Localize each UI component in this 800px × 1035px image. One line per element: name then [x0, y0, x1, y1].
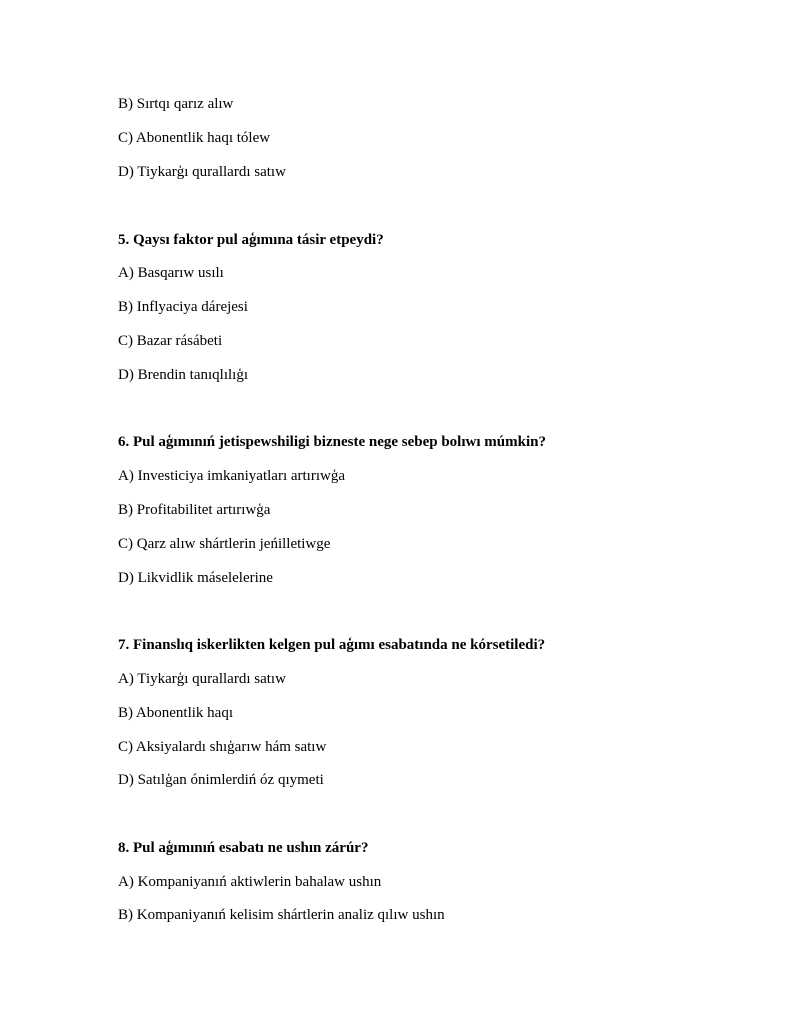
q6-option-d: D) Likvidlik máselelerine [118, 570, 273, 586]
q5-title: 5. Qaysı faktor pul aģımına tásir etpeydi? [118, 232, 384, 248]
q5-option-b: B) Inflyaciya dárejesi [118, 299, 248, 315]
q7-option-b: B) Abonentlik haqı [118, 705, 233, 721]
q6-option-b: B) Profitabilitet artırıwģa [118, 502, 271, 518]
q6-option-a: A) Investiciya imkaniyatları artırıwģa [118, 468, 345, 484]
q5-option-c: C) Bazar rásábeti [118, 333, 223, 349]
q5-option-d: D) Brendin tanıqlılıģı [118, 367, 248, 383]
q8-option-b: B) Kompaniyanıń kelisim shártlerin analiz qılıw ushın [118, 907, 445, 923]
q5-option-a: A) Basqarıw usılı [118, 265, 224, 281]
q8-title: 8. Pul aģımınıń esabatı ne ushın zárúr? [118, 840, 369, 856]
q6-option-c: C) Qarz alıw shártlerin jeńilletiwge [118, 536, 331, 552]
q6-title: 6. Pul aģımınıń jetispewshiligi bizneste nege sebep bolıwı múmkin? [118, 434, 546, 450]
q7-title: 7. Finanslıq iskerlikten kelgen pul aģımı esabatında ne kórsetiledi? [118, 637, 546, 653]
q7-option-d: D) Satılģan ónimlerdiń óz qıymeti [118, 772, 324, 788]
q4-option-c: C) Abonentlik haqı tólew [118, 130, 271, 146]
q4-option-b: B) Sırtqı qarız alıw [118, 96, 234, 112]
q4-option-d: D) Tiykarģı qurallardı satıw [118, 164, 286, 180]
q7-option-c: C) Aksiyalardı shıģarıw hám satıw [118, 739, 327, 755]
q7-option-a: A) Tiykarģı qurallardı satıw [118, 671, 286, 687]
q8-option-a: A) Kompaniyanıń aktiwlerin bahalaw ushın [118, 874, 382, 890]
